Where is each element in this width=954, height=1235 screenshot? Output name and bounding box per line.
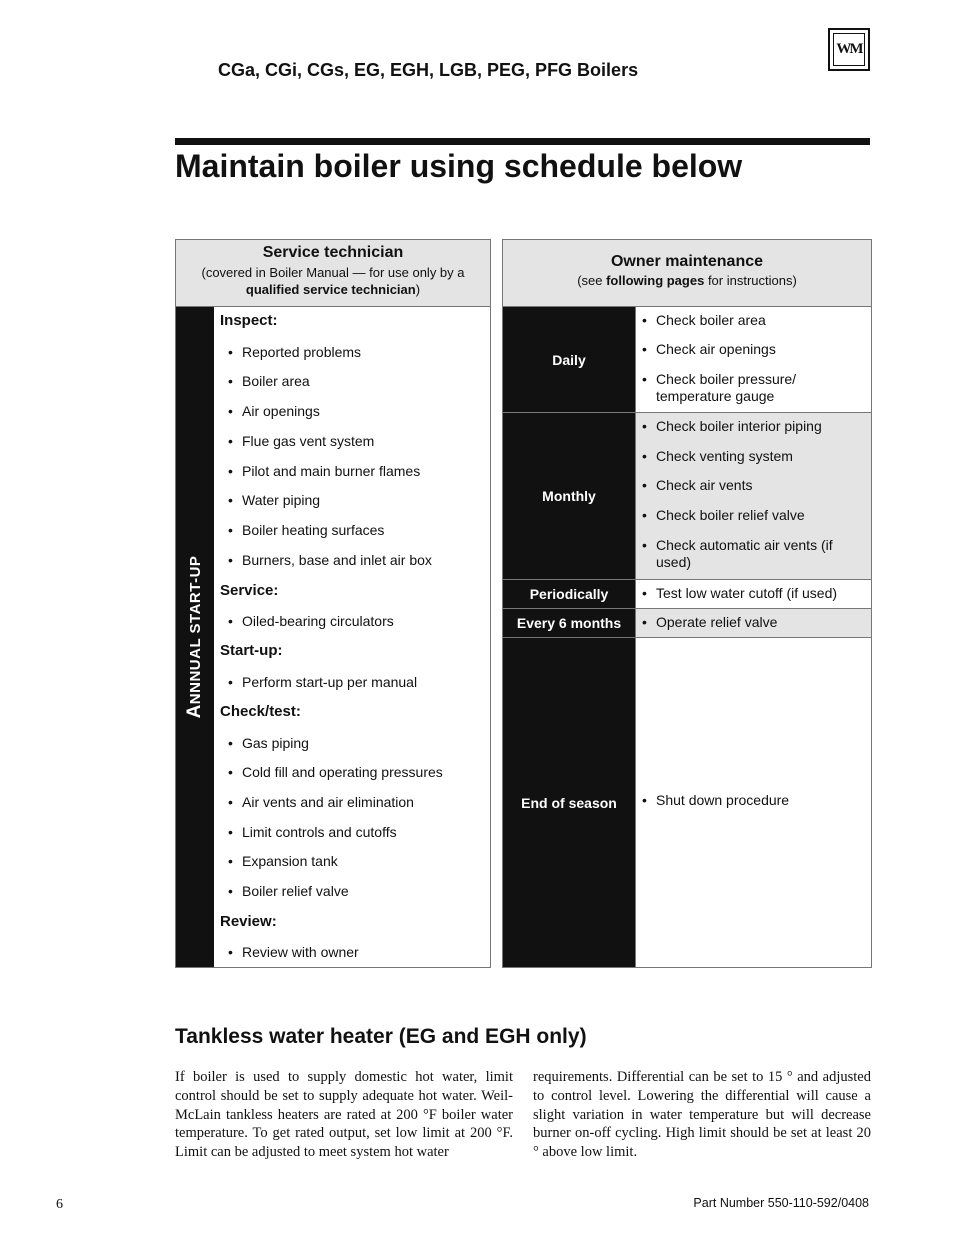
- list-item: • Expansion tank: [242, 853, 338, 869]
- list-item: • Check boiler interior piping: [656, 418, 861, 435]
- list-item: • Burners, base and inlet air box: [242, 552, 432, 568]
- subheading-line-1: (covered in Boiler Manual — for use only by a: [201, 265, 465, 280]
- list-item: • Check boiler pressure/ temperature gauge: [656, 371, 861, 405]
- row-content: [635, 638, 871, 967]
- service-technician-subheading: [176, 264, 490, 298]
- title-rule: [175, 138, 870, 145]
- part-number: Part Number 550-110-592/0408: [693, 1196, 869, 1210]
- annual-startup-band: [176, 307, 214, 967]
- owner-maintenance-heading: Owner maintenance: [610, 253, 764, 270]
- list-item: • Test low water cutoff (if used): [656, 585, 861, 602]
- logo-mark: WM: [833, 33, 865, 66]
- tankless-section-title: Tankless water heater (EG and EGH only): [175, 1025, 587, 1048]
- row-periodically: [503, 580, 871, 609]
- list-item: • Air vents and air elimination: [242, 794, 414, 810]
- row-content: [635, 307, 871, 412]
- list-item: • Pilot and main burner flames: [242, 463, 420, 479]
- list-item: • Gas piping: [242, 735, 309, 751]
- row-label: Every 6 months: [503, 609, 635, 637]
- list-item: • Check boiler area: [656, 312, 861, 329]
- section-heading-check-test: Check/test:: [220, 703, 301, 720]
- row-content: [635, 413, 871, 579]
- owner-maintenance-table: [502, 239, 872, 968]
- row-every-6-months: [503, 609, 871, 638]
- section-heading-service: Service:: [220, 582, 279, 599]
- section-heading-startup: Start-up:: [220, 642, 283, 659]
- row-daily: [503, 307, 871, 413]
- page-title: Maintain boiler using schedule below: [175, 148, 743, 184]
- list-item: • Check air vents: [656, 477, 861, 494]
- list-item: • Check venting system: [656, 448, 861, 465]
- owner-maintenance-subheading: (see following pages for instructions): [577, 273, 797, 288]
- row-label: Daily: [503, 307, 635, 412]
- list-item: • Check air openings: [656, 341, 861, 358]
- list-item: • Check boiler relief valve: [656, 507, 861, 524]
- service-technician-body: [176, 307, 490, 967]
- tankless-paragraph-left: If boiler is used to supply domestic hot water, limit control should be set to supply adequate hot water. Weil-McLain tankless heaters are rated at 200 °F boiler water temperature. To get rated output, set low limit at 200 °F. Limit can be adjusted to meet system hot water: [175, 1069, 513, 1161]
- list-item: • Check automatic air vents (if used): [656, 537, 861, 571]
- row-label: Monthly: [503, 413, 635, 579]
- list-item: • Limit controls and cutoffs: [242, 824, 397, 840]
- list-item: • Boiler relief valve: [242, 883, 349, 899]
- tankless-paragraph-right: requirements. Differential can be set to 15 ° and adjusted to control level. Lowering the differential will cause a slight variation in water temperature but will decrease burner on-off cycling. High limit should be set at least 20 ° above low limit.: [533, 1069, 871, 1161]
- page-number: 6: [56, 1197, 63, 1212]
- row-content: [635, 609, 871, 637]
- row-end-of-season: [503, 638, 871, 967]
- list-item: • Operate relief valve: [656, 614, 861, 631]
- list-item: • Oiled-bearing circulators: [242, 613, 394, 629]
- section-heading-inspect: Inspect:: [220, 312, 278, 329]
- list-item: • Reported problems: [242, 344, 361, 360]
- row-label: End of season: [503, 638, 635, 967]
- service-technician-header: [176, 240, 490, 307]
- owner-maintenance-header: [503, 240, 871, 307]
- section-heading-review: Review:: [220, 913, 277, 930]
- list-item: • Air openings: [242, 403, 320, 419]
- annual-startup-label: ANNNUAL START-UP: [184, 555, 205, 719]
- list-item: • Shut down procedure: [656, 792, 861, 809]
- service-technician-heading: Service technician: [262, 244, 404, 261]
- subheading-close: ): [415, 282, 421, 297]
- list-item: • Perform start-up per manual: [242, 674, 417, 690]
- row-content: [635, 580, 871, 608]
- row-monthly: [503, 413, 871, 580]
- weil-mclain-logo: [828, 28, 870, 71]
- list-item: • Boiler heating surfaces: [242, 522, 384, 538]
- subheading-bold: qualified service technician: [245, 282, 416, 297]
- list-item: • Review with owner: [242, 944, 359, 960]
- list-item: • Boiler area: [242, 373, 310, 389]
- list-item: • Water piping: [242, 492, 320, 508]
- list-item: • Cold fill and operating pressures: [242, 764, 443, 780]
- row-label: Periodically: [503, 580, 635, 608]
- list-item: • Flue gas vent system: [242, 433, 374, 449]
- document-header-title: CGa, CGi, CGs, EG, EGH, LGB, PEG, PFG Boilers: [218, 60, 639, 80]
- service-technician-table: [175, 239, 491, 968]
